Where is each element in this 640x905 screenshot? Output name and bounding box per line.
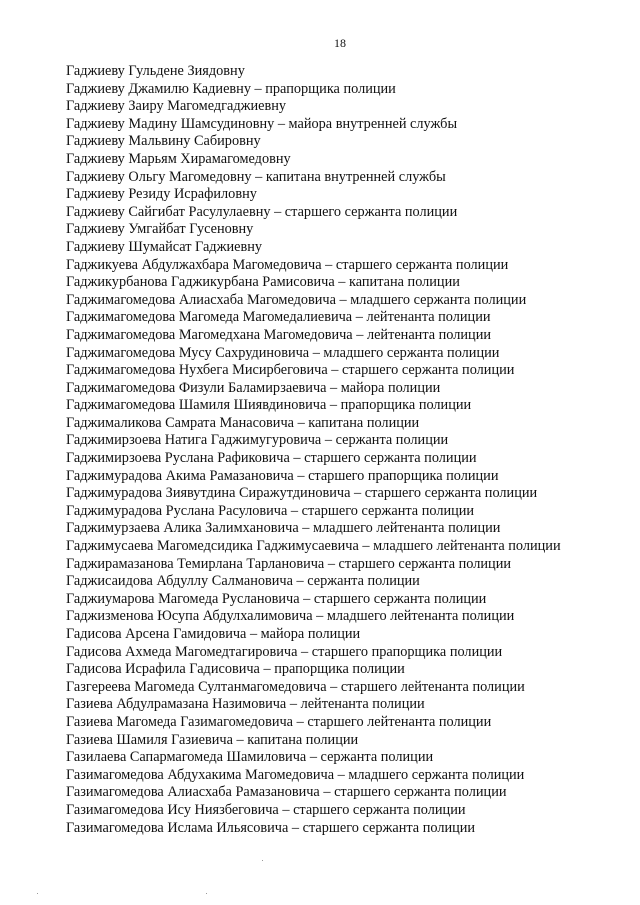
list-item: Гаджиумарова Магомеда Руслановича – старшего сержанта полиции [66,590,487,607]
list-item: Газгереева Магомеда Султанмагомедовича – старшего лейтенанта полиции [66,678,525,695]
list-item: Гаджимусаева Магомедсидика Гаджимусаевича – младшего лейтенанта полиции [66,538,561,555]
list-item: Гаджимагомедова Мусу Сахрудиновича – младшего сержанта полиции [66,344,500,361]
list-item: Газимагомедова Абдухакима Магомедовича – младшего сержанта полиции [66,766,525,783]
page-number: 18 [334,36,346,50]
list-item: Гаджимагомедова Магомеда Магомедалиевича – лейтенанта полиции [66,309,491,326]
list-item: Газилаева Сапармагомеда Шамиловича – сержанта полиции [66,749,434,766]
list-item: Гаджикуева Абдулжахбара Магомедовича – старшего сержанта полиции [66,256,509,273]
list-item: Гаджиеву Резиду Исрафиловну [66,186,257,203]
scan-speck [37,893,38,894]
list-item: Гадисова Исрафила Гадисовича – прапорщика полиции [66,661,405,678]
list-item: Газиева Шамиля Газиевича – капитана полиции [66,731,359,748]
list-item: Гаджиеву Гульдене Зиядовну [66,63,245,79]
award-name-list [66,63,636,837]
list-item: Гадисова Ахмеда Магомедтагировича – старшего прапорщика полиции [66,643,503,660]
list-item: Газимагомедова Ислама Ильясовича – старшего сержанта полиции [66,819,476,836]
scan-speck [262,860,263,861]
list-item: Гаджиеву Джамилю Кадиевну – прапорщика полиции [66,80,396,97]
list-item: Гадисова Арсена Гамидовича – майора полиции [66,626,361,642]
list-item: Гаджимурзаева Алика Залимхановича – младшего лейтенанта полиции [66,520,501,537]
list-item: Гаджикурбанова Гаджикурбана Рамисовича – капитана полиции [66,274,460,291]
list-item: Гаджиеву Ольгу Магомедовну – капитана внутренней службы [66,168,446,185]
list-item: Газимагомедова Алиасхаба Рамазановича – старшего сержанта полиции [66,784,507,801]
list-item: Гаджиеву Мальвину Сабировну [66,133,261,150]
list-item: Гаджимагомедова Нухбега Мисирбеговича – старшего сержанта полиции [66,362,515,379]
list-item: Газимагомедова Ису Ниязбеговича – старшего сержанта полиции [66,801,466,818]
list-item: Гаджимирзоева Натига Гаджимугуровича – сержанта полиции [66,432,449,449]
list-item: Гаджиеву Мадину Шамсудиновну – майора внутренней службы [66,115,458,132]
list-item: Гаджиеву Заиру Магомедгаджиевну [66,98,287,115]
list-item: Гаджимагомедова Магомедхана Магомедовича – лейтенанта полиции [66,326,492,343]
list-item: Газиева Магомеда Газимагомедовича – старшего лейтенанта полиции [66,713,492,730]
list-item: Гаджимагомедова Физули Баламирзаевича – майора полиции [66,379,441,396]
scan-speck [206,893,207,894]
list-item: Гаджисаидова Абдуллу Салмановича – сержанта полиции [66,573,420,590]
list-item: Гаджимагомедова Шамиля Шиявдиновича – прапорщика полиции [66,397,472,414]
list-item: Гаджимурадова Акима Рамазановича – старшего прапорщика полиции [66,467,499,484]
list-item: Гаджизменова Юсупа Абдулхалимовича – младшего лейтенанта полиции [66,608,515,625]
list-item: Гаджимирзоева Руслана Рафиковича – старшего сержанта полиции [66,450,477,467]
list-item: Гаджиеву Шумайсат Гаджиевну [66,238,262,255]
list-item: Гаджимурадова Руслана Расуловича – старшего сержанта полиции [66,502,475,519]
list-item: Газиева Абдулрамазана Назимовича – лейтенанта полиции [66,696,425,713]
list-item: Гаджиеву Марьям Хирамагомедовну [66,150,291,167]
list-item: Гаджиеву Сайгибат Расулулаевну – старшего сержанта полиции [66,203,458,220]
list-item: Гаджиеву Умгайбат Гусеновну [66,221,254,238]
list-item: Гаджимурадова Зиявутдина Сиражутдиновича – старшего сержанта полиции [66,485,538,502]
list-item: Гаджирамазанова Темирлана Тарлановича – старшего сержанта полиции [66,555,511,572]
list-item: Гаджималикова Самрата Манасовича – капитана полиции [66,414,420,431]
list-item: Гаджимагомедова Алиасхаба Магомедовича – младшего сержанта полиции [66,291,527,308]
